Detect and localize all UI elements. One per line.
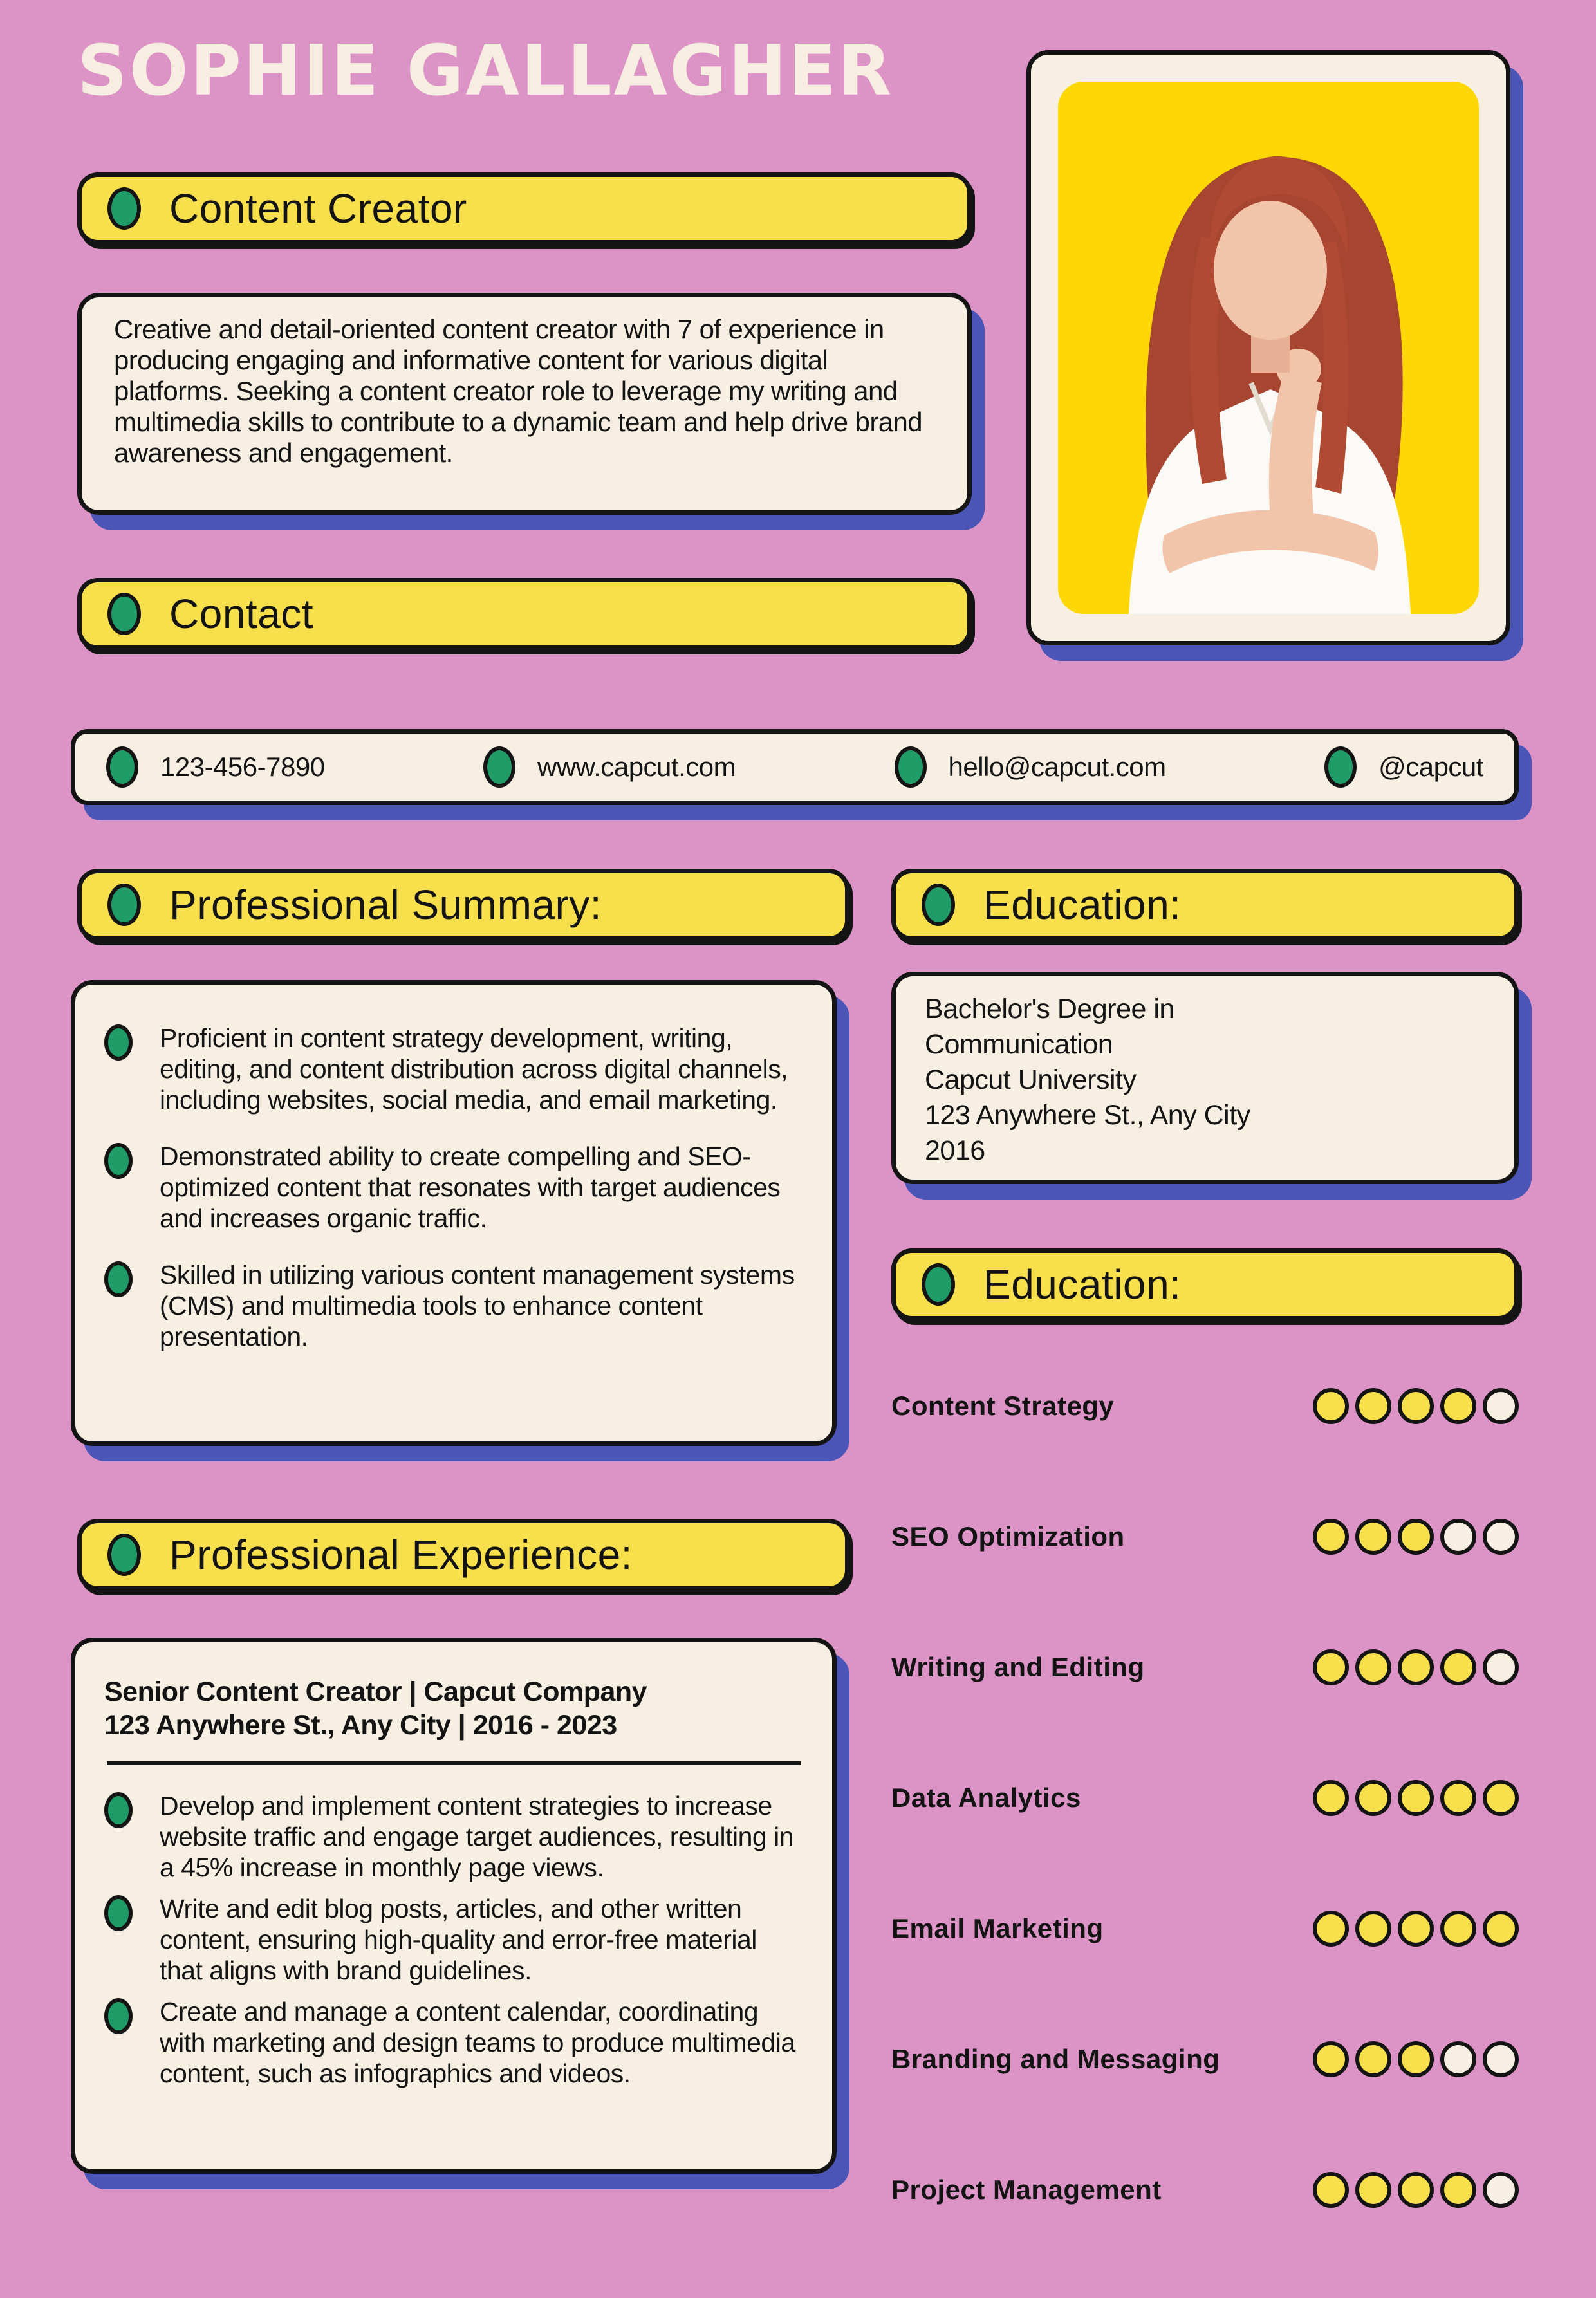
rating-dot-filled-icon [1355, 1388, 1391, 1424]
rating-dot-filled-icon [1355, 2041, 1391, 2077]
green-dot-icon [104, 1261, 133, 1297]
education-header [891, 869, 1519, 941]
skill-row [891, 1906, 1519, 1951]
skill-label: Writing and Editing [891, 1652, 1145, 1682]
professional-summary-panel [71, 980, 837, 1446]
contact-value: hello@capcut.com [948, 752, 1166, 782]
green-dot-icon [104, 1792, 133, 1828]
rating-dot-filled-icon [1483, 1780, 1519, 1816]
list-item [104, 1894, 803, 1987]
contact-header-label: Contact [169, 591, 314, 637]
green-dot-icon [104, 1143, 133, 1179]
list-item [104, 1791, 803, 1884]
rating-dot-filled-icon [1398, 1649, 1434, 1685]
green-dot-icon [104, 1895, 133, 1931]
bullet-text: Skilled in utilizing various content management systems (CMS) and multimedia tools to enhance content presentation. [160, 1259, 795, 1351]
contact-header [77, 578, 972, 650]
rating-dot-filled-icon [1398, 1388, 1434, 1424]
bullet-text: Create and manage a content calendar, coordinating with marketing and design teams to produce multimedia content, such as infographics and videos. [160, 1997, 795, 2088]
contact-value: www.capcut.com [537, 752, 736, 782]
divider [107, 1761, 801, 1765]
skill-label: Project Management [891, 2174, 1162, 2205]
bullet-text: Proficient in content strategy development, writing, editing, and content distribution across digital channels, including websites, social media, and email marketing. [160, 1023, 788, 1115]
rating-dot-empty-icon [1440, 2041, 1476, 2077]
rating-dot-filled-icon [1355, 2172, 1391, 2208]
rating-dot-filled-icon [1440, 1780, 1476, 1816]
rating-dot-filled-icon [1313, 2041, 1349, 2077]
skill-rating [1313, 2041, 1519, 2077]
rating-dot-filled-icon [1313, 1649, 1349, 1685]
rating-dot-filled-icon [1355, 1519, 1391, 1555]
skill-rating [1313, 1388, 1519, 1424]
education-line: Capcut University [925, 1064, 1137, 1096]
rating-dot-filled-icon [1440, 2172, 1476, 2208]
skill-label: SEO Optimization [891, 1521, 1125, 1552]
role-label: Content Creator [169, 185, 467, 232]
green-dot-icon [107, 593, 141, 635]
skill-label: Content Strategy [891, 1391, 1115, 1421]
skill-rating [1313, 1649, 1519, 1685]
skill-row [891, 2037, 1519, 2082]
profile-photo [1058, 82, 1479, 614]
rating-dot-empty-icon [1440, 1519, 1476, 1555]
experience-heading [104, 1676, 803, 1742]
contact-value: @capcut [1378, 752, 1483, 782]
green-dot-icon [922, 884, 955, 926]
rating-dot-filled-icon [1398, 1911, 1434, 1947]
experience-bullets [104, 1791, 803, 2090]
rating-dot-filled-icon [1313, 1519, 1349, 1555]
rating-dot-filled-icon [1483, 1911, 1519, 1947]
rating-dot-filled-icon [1355, 1780, 1391, 1816]
list-item [104, 1023, 803, 1116]
skill-label: Email Marketing [891, 1913, 1104, 1943]
rating-dot-filled-icon [1440, 1649, 1476, 1685]
rating-dot-filled-icon [1440, 1911, 1476, 1947]
green-dot-icon [107, 1534, 141, 1576]
list-item [104, 1997, 803, 2090]
bullet-text: Demonstrated ability to create compelling and SEO-optimized content that resonates with target audiences and increases organic traffic. [160, 1141, 781, 1233]
experience-role-line: Senior Content Creator | Capcut Company [104, 1676, 647, 1707]
green-dot-icon [483, 746, 515, 788]
skill-row [891, 1775, 1519, 1821]
rating-dot-filled-icon [1440, 1388, 1476, 1424]
skill-rating [1313, 1519, 1519, 1555]
list-item [104, 1142, 803, 1234]
professional-summary-label: Professional Summary: [169, 882, 602, 928]
professional-summary-header [77, 869, 849, 941]
education-line: Communication [925, 1029, 1113, 1061]
skill-rating [1313, 2172, 1519, 2208]
role-header [77, 172, 972, 245]
education-panel [891, 972, 1519, 1184]
skill-row [891, 2167, 1519, 2212]
education-header-label: Education: [983, 882, 1182, 928]
rating-dot-empty-icon [1483, 2172, 1519, 2208]
person-name: SOPHIE GALLAGHER [77, 31, 894, 111]
skill-rating [1313, 1911, 1519, 1947]
skill-row [891, 1384, 1519, 1429]
experience-meta-line: 123 Anywhere St., Any City | 2016 - 2023 [104, 1709, 617, 1741]
skill-rating [1313, 1780, 1519, 1816]
rating-dot-filled-icon [1355, 1649, 1391, 1685]
list-item [104, 1260, 803, 1353]
profile-photo-frame [1026, 50, 1510, 645]
rating-dot-empty-icon [1483, 1649, 1519, 1685]
rating-dot-filled-icon [1398, 2172, 1434, 2208]
green-dot-icon [1324, 746, 1357, 788]
green-dot-icon [922, 1263, 955, 1306]
skills-header-label: Education: [983, 1261, 1182, 1308]
bullet-text: Develop and implement content strategies to increase website traffic and engage target audiences, resulting in a 45% increase in monthly page views. [160, 1791, 794, 1883]
green-dot-icon [107, 884, 141, 926]
rating-dot-filled-icon [1355, 1911, 1391, 1947]
professional-experience-label: Professional Experience: [169, 1532, 633, 1578]
education-line: Bachelor's Degree in [925, 994, 1174, 1024]
skill-label: Data Analytics [891, 1783, 1081, 1813]
skills-list [891, 1384, 1519, 2298]
skill-row [891, 1645, 1519, 1690]
green-dot-icon [895, 746, 927, 788]
education-line: 2016 [925, 1135, 985, 1167]
contact-item [1324, 746, 1483, 788]
skill-label: Branding and Messaging [891, 2044, 1220, 2074]
professional-experience-panel [71, 1638, 837, 2174]
rating-dot-filled-icon [1313, 2172, 1349, 2208]
rating-dot-filled-icon [1313, 1911, 1349, 1947]
contact-item [895, 746, 1166, 788]
rating-dot-filled-icon [1313, 1780, 1349, 1816]
skill-row [891, 1514, 1519, 1559]
rating-dot-empty-icon [1483, 1519, 1519, 1555]
summary-panel [77, 293, 972, 515]
portrait-illustration [1058, 82, 1479, 614]
skills-header [891, 1248, 1519, 1320]
green-dot-icon [106, 746, 138, 788]
contact-value: 123-456-7890 [160, 752, 325, 782]
contact-bar [71, 729, 1519, 805]
rating-dot-empty-icon [1483, 1388, 1519, 1424]
contact-item [483, 746, 736, 788]
green-dot-icon [104, 1998, 133, 2034]
green-dot-icon [104, 1024, 133, 1061]
green-dot-icon [107, 187, 141, 230]
rating-dot-filled-icon [1398, 2041, 1434, 2077]
summary-text: Creative and detail-oriented content creator with 7 of experience in producing engaging and informative content for various digital platforms. Seeking a content creator role to leverage my writing and multimedia skills to contribute to a dynamic team and help drive brand awareness and engagement. [114, 314, 922, 468]
rating-dot-filled-icon [1398, 1780, 1434, 1816]
professional-experience-header [77, 1519, 849, 1591]
rating-dot-filled-icon [1398, 1519, 1434, 1555]
bullet-text: Write and edit blog posts, articles, and other written content, ensuring high-quality and error-free material that aligns with brand guidelines. [160, 1894, 757, 1986]
rating-dot-filled-icon [1313, 1388, 1349, 1424]
rating-dot-empty-icon [1483, 2041, 1519, 2077]
contact-item [106, 746, 325, 788]
education-line: 123 Anywhere St., Any City [925, 1100, 1250, 1131]
